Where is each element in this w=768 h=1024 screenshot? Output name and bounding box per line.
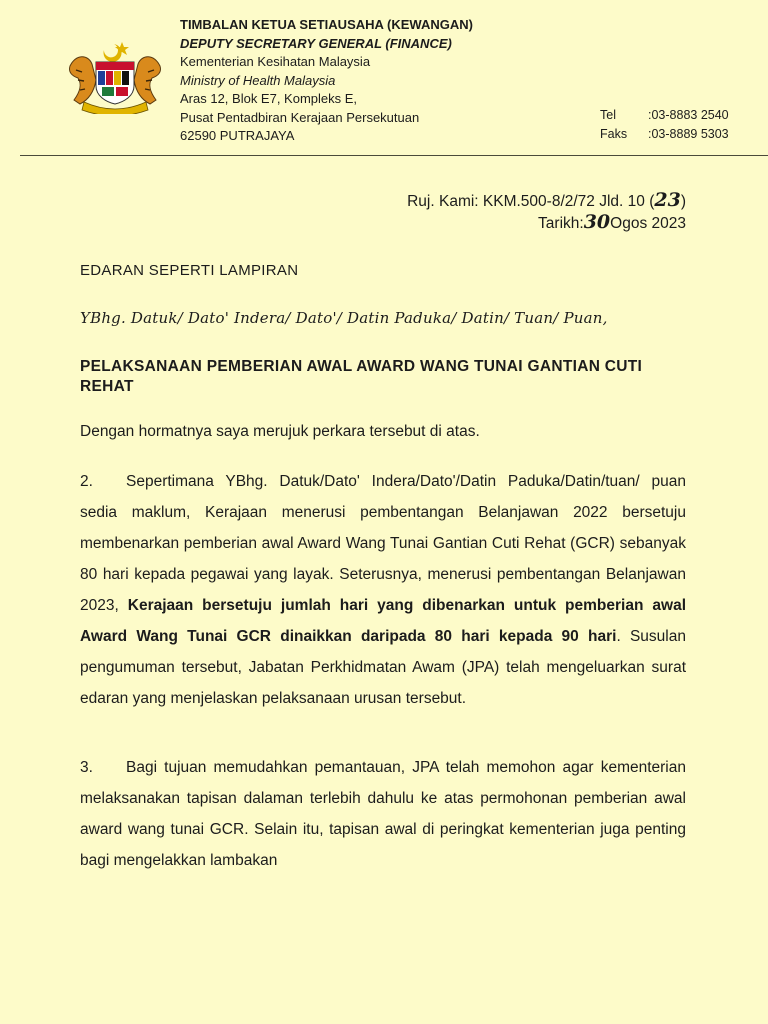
ministry-name-english: Ministry of Health Malaysia	[180, 72, 336, 88]
paragraph-1: Dengan hormatnya saya merujuk perkara tersebut di atas.	[80, 423, 480, 440]
subject-heading: PELAKSANAAN PEMBERIAN AWAL AWARD WANG TUNAI GANTIAN CUTI REHAT	[80, 358, 643, 395]
letterhead-divider	[20, 155, 768, 156]
reference-number	[407, 190, 686, 212]
reference-handwritten-number: 23	[654, 189, 681, 211]
paragraph-3	[80, 752, 686, 876]
tel-label: Tel	[600, 108, 616, 122]
address-line-2: Pusat Pentadbiran Kerajaan Persekutuan	[180, 109, 420, 125]
paragraph-3-text: Bagi tujuan memudahkan pemantauan, JPA telah memohon agar kementerian melaksanakan tapisan dalaman terlebih dahulu ke atas permohonan pemberian awal award wang tunai GCR. Selain itu, tapisan awal di peringkat kementerian juga penting bagi mengelakkan lambakan	[80, 759, 686, 869]
ministry-name: Kementerian Kesihatan Malaysia	[180, 54, 371, 69]
tel-row	[600, 106, 729, 125]
contact-block	[600, 106, 729, 143]
date-line	[407, 212, 686, 234]
paragraph-3-number: 3.	[80, 759, 93, 776]
letterhead	[180, 16, 473, 146]
paragraph-2-text-a: Sepertimana YBhg. Datuk/Dato' Indera/Dato'/Datin Paduka/Datin/tuan/ puan sedia maklum, Kerajaan menerusi pembentangan Belanjawan 2022 bersetuju membenarkan pemberian awal Award Wang Tunai Gantian Cuti Rehat (GCR) sebanyak 80 hari kepada pegawai yang layak. Seterusnya, menerusi pembentangan Belanjawan 2023,	[80, 473, 686, 614]
tel-value: :03-8883 2540	[648, 108, 729, 122]
distribution-line: EDARAN SEPERTI LAMPIRAN	[80, 262, 299, 279]
address-line-3: 62590 PUTRAJAYA	[180, 128, 295, 143]
paragraph-2-number: 2.	[80, 473, 93, 490]
fax-row	[600, 125, 729, 144]
address-line-1: Aras 12, Blok E7, Kompleks E,	[180, 91, 358, 106]
reference-prefix: Ruj. Kami: KKM.500-8/2/72 Jld. 10 (	[407, 193, 655, 210]
reference-block	[407, 190, 686, 234]
coat-of-arms-icon	[66, 40, 164, 114]
reference-suffix: )	[680, 193, 686, 210]
salutation: YBhg. Datuk/ Dato' Indera/ Dato'/ Datin Paduka/ Datin/ Tuan/ Puan,	[80, 309, 608, 327]
paragraph-2	[80, 466, 686, 714]
fax-value: :03-8889 5303	[648, 126, 729, 141]
paragraph-2-bold: Kerajaan bersetuju jumlah hari yang dibenarkan untuk pemberian awal Award Wang Tunai GCR dinaikkan daripada 80 hari kepada 90 hari	[80, 597, 686, 645]
letterhead-title: TIMBALAN KETUA SETIAUSAHA (KEWANGAN)	[180, 17, 473, 32]
date-month-year: Ogos 2023	[610, 215, 686, 232]
date-handwritten-day: 30	[583, 211, 611, 233]
fax-label: Faks	[600, 126, 628, 141]
date-label: Tarikh:	[538, 215, 584, 232]
letterhead-title-english: DEPUTY SECRETARY GENERAL (FINANCE)	[180, 35, 452, 51]
paragraph-2-text-b: . Susulan pengumuman tersebut, Jabatan Perkhidmatan Awam (JPA) telah mengeluarkan surat edaran yang menjelaskan pelaksanaan urusan tersebut.	[80, 628, 686, 707]
